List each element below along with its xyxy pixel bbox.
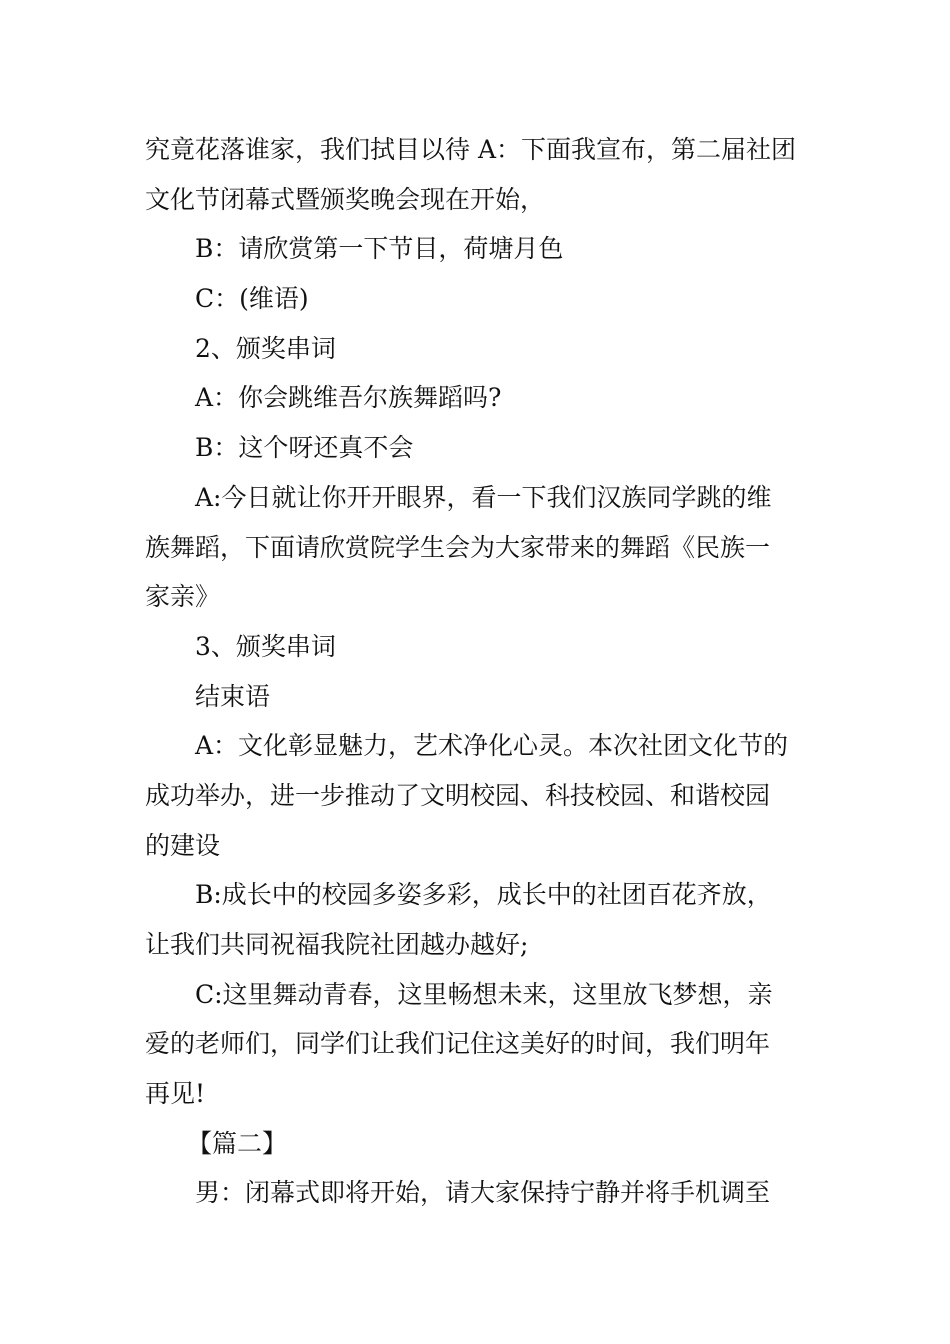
text-line: 的建设 — [145, 830, 221, 860]
text-line: 让我们共同祝福我院社团越办越好; — [145, 930, 529, 959]
text-line: 爱的老师们，同学们让我们记住这美好的时间，我们明年 — [145, 1029, 771, 1059]
text-line: 成功举办，进一步推动了文明校园、科技校园、和谐校园 — [145, 780, 771, 810]
text-line: B：请欣赏第一下节目，荷塘月色 — [195, 234, 564, 264]
part-heading: 【篇二】 — [187, 1128, 288, 1158]
text-line: A:今日就让你开开眼界，看一下我们汉族同学跳的维 — [195, 482, 772, 512]
text-line: 男：闭幕式即将开始，请大家保持宁静并将手机调至 — [195, 1178, 771, 1208]
text-line: C:这里舞动青春，这里畅想未来，这里放飞梦想，亲 — [195, 979, 773, 1009]
text-line: 家亲》 — [145, 582, 221, 612]
text-line: 再见! — [145, 1079, 206, 1109]
section-heading: 2、颁奖串词 — [195, 333, 336, 363]
text-line: B:成长中的校园多姿多彩，成长中的社团百花齐放， — [195, 880, 772, 910]
text-line: 文化节闭幕式暨颁奖晚会现在开始， — [145, 184, 546, 214]
text-line: C：(维语) — [195, 284, 309, 314]
section-heading: 3、颁奖串词 — [195, 631, 336, 661]
text-line: A：文化彰显魅力，艺术净化心灵。本次社团文化节的 — [195, 731, 789, 761]
section-heading: 结束语 — [195, 681, 271, 711]
text-line: B：这个呀还真不会 — [195, 433, 414, 463]
text-line: A：你会跳维吾尔族舞蹈吗? — [195, 383, 502, 413]
text-line: 族舞蹈，下面请欣赏院学生会为大家带来的舞蹈《民族一 — [145, 532, 771, 562]
text-line: 究竟花落谁家，我们拭目以待 A：下面我宣布，第二届社团 — [145, 135, 797, 164]
document-page — [145, 125, 810, 1218]
